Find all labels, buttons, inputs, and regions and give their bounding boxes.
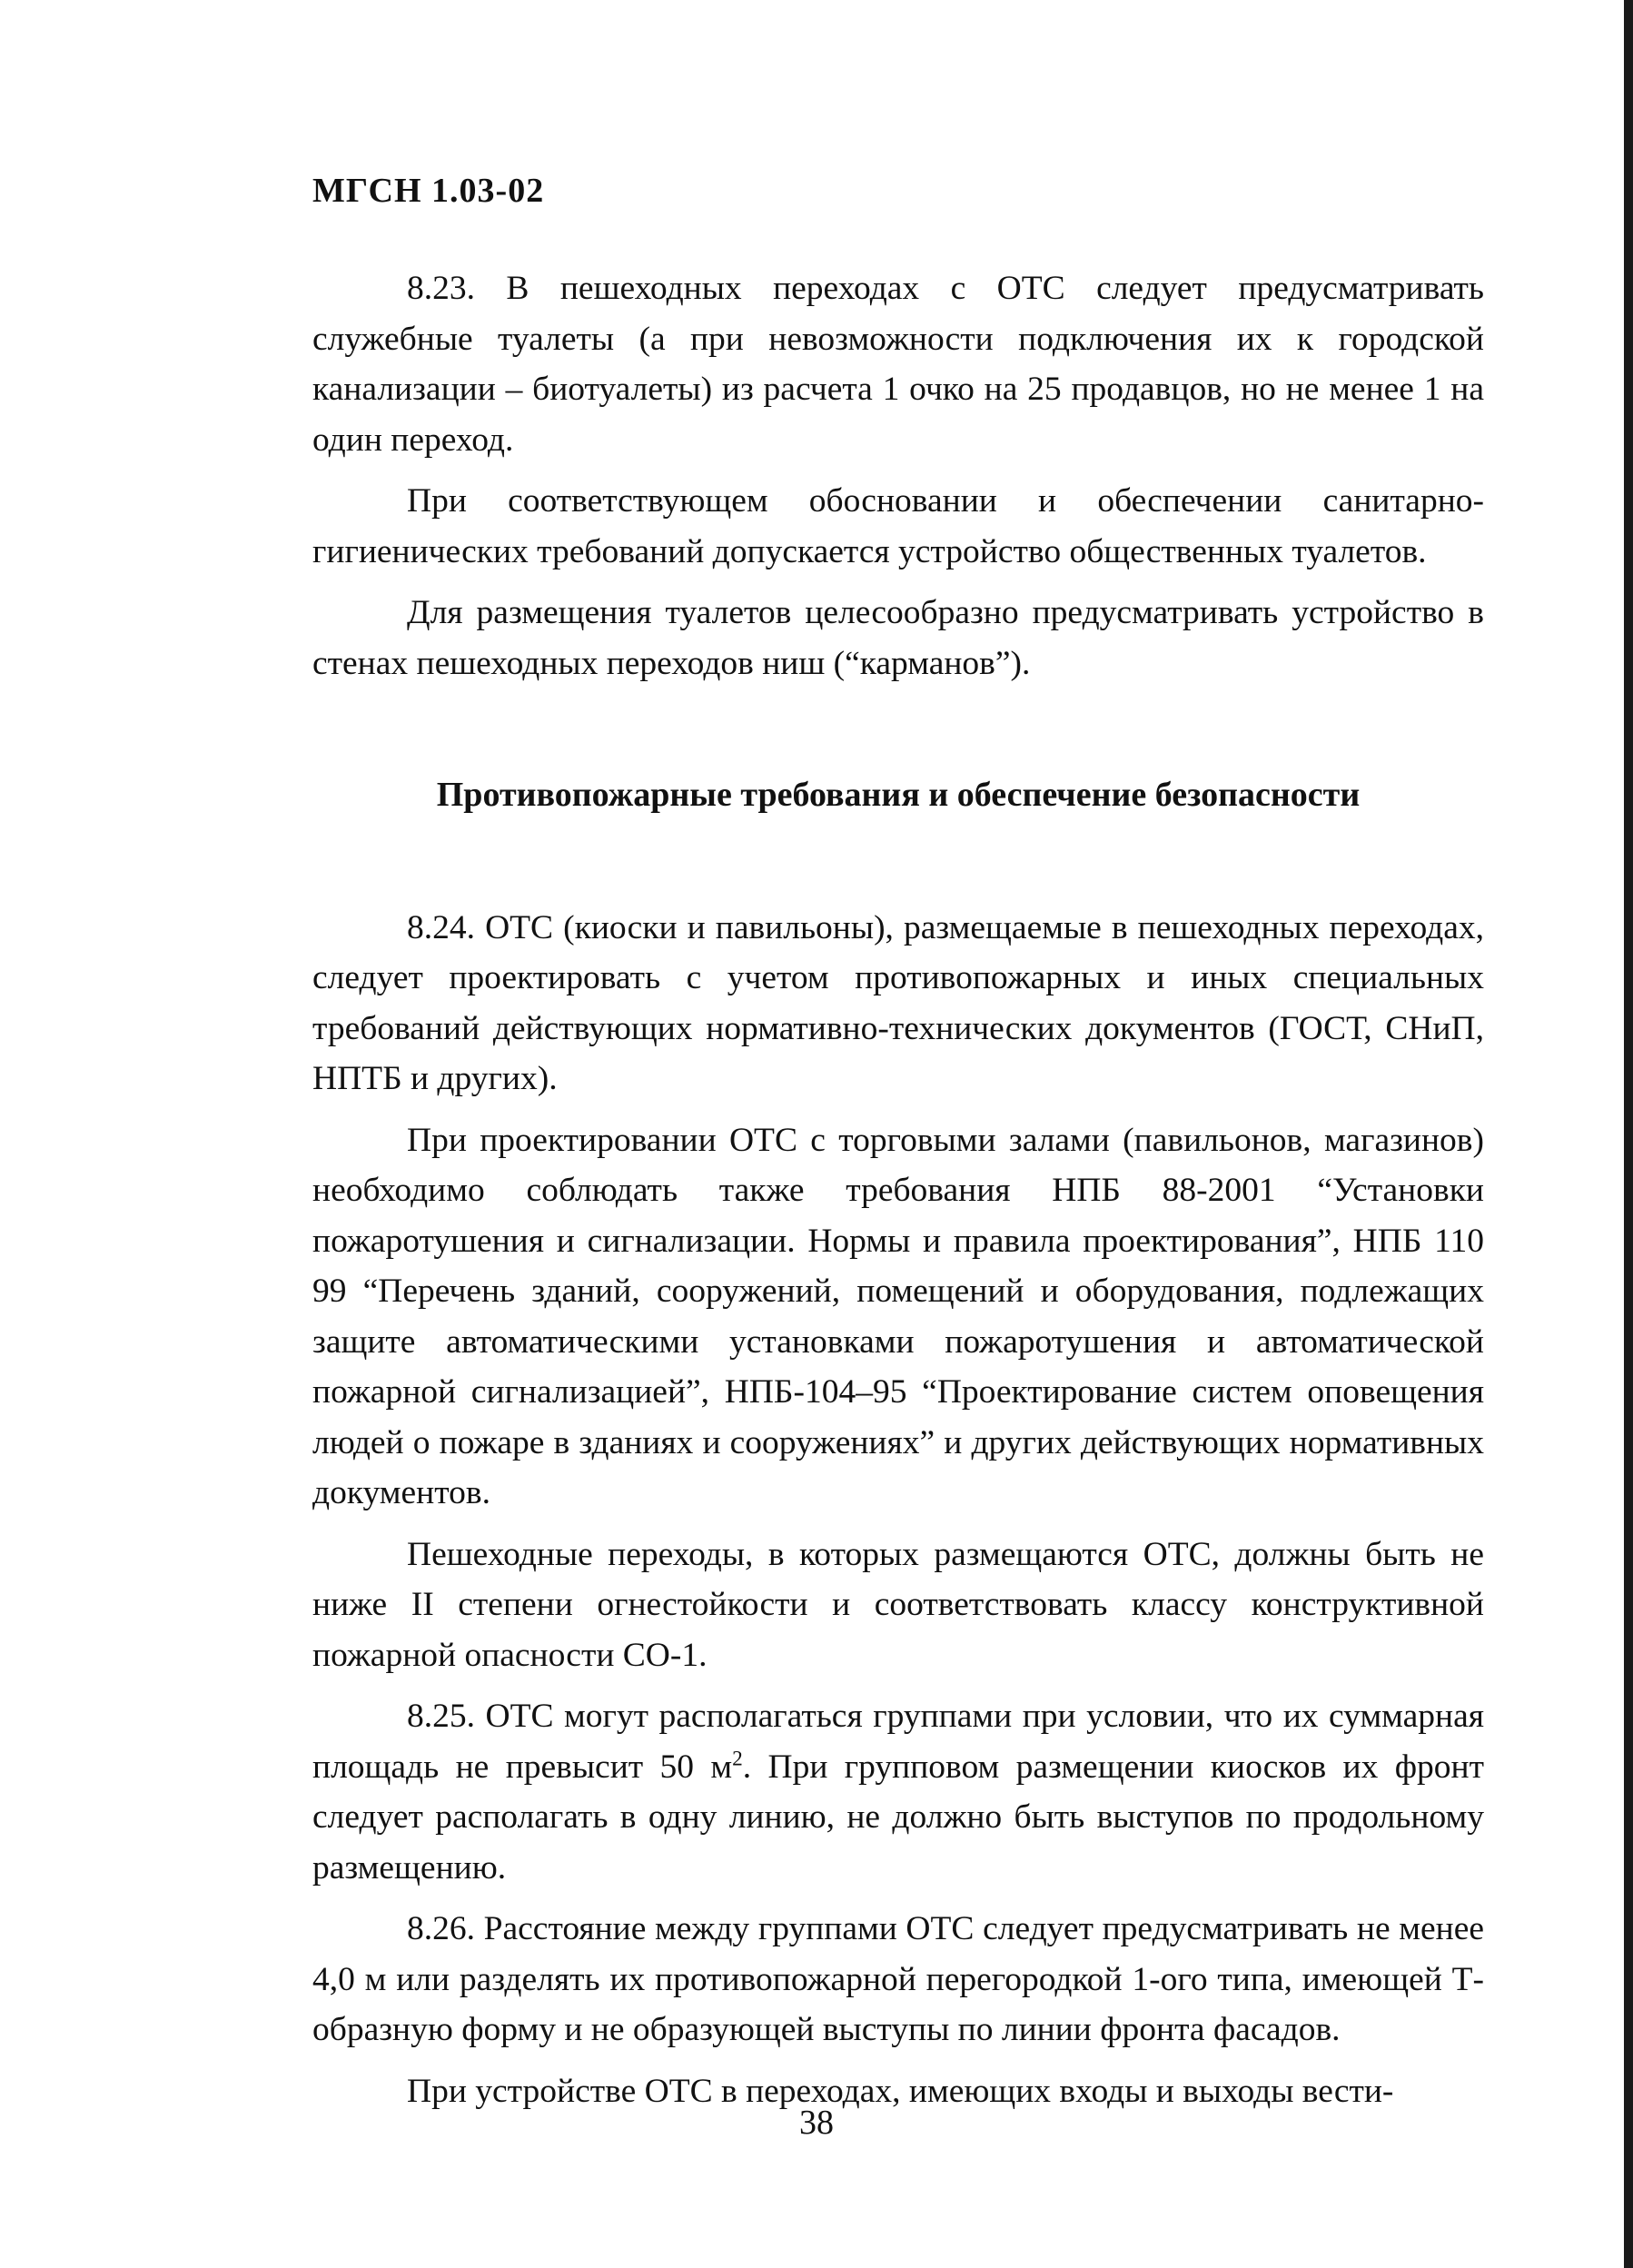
document-code-header: МГСН 1.03-02 [312,172,545,210]
paragraph-8-26: 8.26. Расстояние между группами ОТС следует предусматривать не менее 4,0 м или разделять их противопожарной перегородкой 1-ого типа, имеющей Т-образную форму и не образующей выступы по линии фронта фасадов. [312,1910,1484,2048]
paragraph-8-23-public-toilets: При соответствующем обосновании и обеспечении санитарно-гигиенических требований допускается устройство общественных туалетов. [312,482,1484,570]
paragraph-8-26-continuation: При устройстве ОТС в переходах, имеющих входы и выходы вести- [407,2072,1394,2110]
paragraph-8-23: 8.23. В пешеходных переходах с ОТС следует предусматривать служебные туалеты (а при невозможности подключения их к городской канализации – биотуалеты) из расчета 1 очко на 25 продавцов, но не менее 1 на один переход. [312,270,1484,459]
paragraph-8-24: 8.24. ОТС (киоски и павильоны), размещаемые в пешеходных переходах, следует проектировать с учетом противопожарных и иных специальных требований действующих нормативно-технических документов (ГОСТ, СНиП, НПТБ и других). [312,908,1484,1097]
page-body [312,263,1484,2127]
paragraph-8-24-fire-resistance: Пешеходные переходы, в которых размещаются ОТС, должны быть не ниже II степени огнестойкости и соответствовать классу конструктивной пожарной опасности СО-1. [312,1535,1484,1674]
page-number: 38 [799,2104,834,2142]
paragraph-8-25-text-start: 8.25. ОТС могут располагаться группами при условии, что их суммарная площадь не превысит 50 м [312,1698,1484,1786]
paragraph-8-23-niches: Для размещения туалетов целесообразно предусматривать устройство в стенах пешеходных переходов ниш (“карманов”). [312,594,1484,682]
section-heading: Противопожарные требования и обеспечение безопасности [436,776,1361,814]
paragraph-8-25 [312,1691,1484,1893]
paragraph-8-25-text-end: . При групповом размещении киосков их фронт следует располагать в одну линию, не должно быть выступов по продольному размещению. [312,1748,1484,1887]
scan-edge [1624,0,1633,2268]
paragraph-8-25-superscript: 2 [732,1747,743,1770]
paragraph-8-24-fire-standards: При проектировании ОТС с торговыми залами (павильонов, магазинов) необходимо соблюдать также требования НПБ 88-2001 “Установки пожаротушения и сигнализации. Нормы и правила проектирования”, НПБ 110 99 “Перечень зданий, сооружений, помещений и оборудования, подлежащих защите автоматическими установками пожаротушения и автоматической пожарной сигнализацией”, НПБ-104–95 “Проектирование систем оповещения людей о пожаре в зданиях и сооружениях” и других действующих нормативных документов. [312,1121,1484,1511]
